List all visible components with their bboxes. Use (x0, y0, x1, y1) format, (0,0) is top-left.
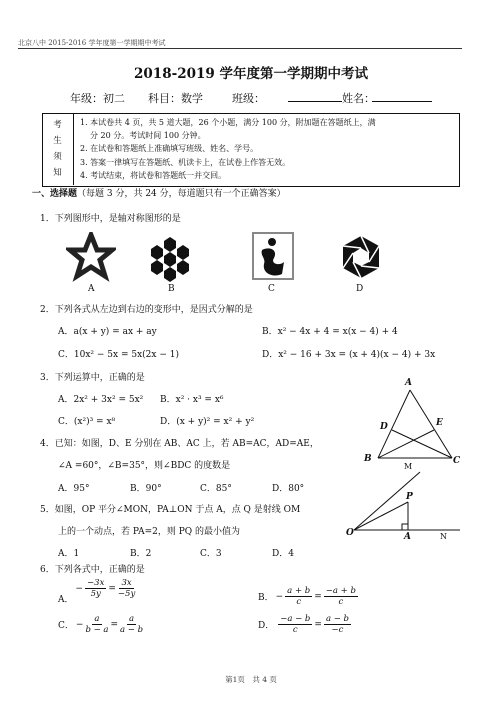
q2-stem: 2．下列各式从左边到右边的变形中，是因式分解的是 (40, 305, 253, 315)
class-label: 班级： (232, 92, 265, 105)
q5-fig-label-o: O (346, 528, 354, 538)
q4-option-b: B．90° (130, 484, 162, 494)
q1-label-d: D (356, 284, 364, 294)
q2-option-b: B．x² − 4x + 4 = x(x − 4) + 4 (262, 327, 398, 337)
notes-label-char: 生 (53, 136, 62, 146)
name-label: 姓名： (342, 92, 375, 105)
q5-fig-label-m: M (404, 462, 413, 471)
page-header: 北京八中 2015-2016 学年度第一学期期中考试 (18, 39, 166, 47)
q4-fig-label-e: E (436, 418, 443, 428)
q1-figure-a (66, 232, 116, 282)
q1-label-b: B (168, 284, 175, 294)
q5-option-a: A．1 (58, 549, 80, 559)
q4-option-a: A．95° (58, 484, 90, 494)
q6-option-d: D． $\frac{-a - b}{c}$ = $\frac{a - b}{-c}$ (258, 614, 349, 635)
notes-item: 3. 答案一律填写在答题纸、机读卡上，在试卷上作答无效。 (80, 157, 291, 167)
q5-fig-label-a: A (404, 532, 411, 542)
q4-line1: 4．已知：如图，D、E 分别在 AB、AC 上，若 AB=AC，AD=AE， (40, 439, 319, 449)
q2-option-a: A．a(x + y) = ax + ay (58, 327, 157, 337)
q6-stem: 6．下列各式中，正确的是 (40, 565, 145, 575)
subject-label: 科目：数学 (148, 92, 203, 105)
q5-fig-label-n: N (440, 532, 447, 541)
notes-item: 1. 本试卷共 4 页，共 5 道大题，26 个小题，满分 100 分，附加题在答题纸上，满 (80, 118, 376, 127)
q2-option-d: D．x² − 16 + 3x = (x + 4)(x − 4) + 3x (262, 350, 436, 360)
q3-option-b: B．x² · x³ = x⁶ (160, 395, 224, 405)
q3-option-a: A．2x² + 3x² = 5x² (58, 395, 144, 405)
notes-label-char: 须 (53, 152, 62, 162)
class-field[interactable] (288, 90, 342, 102)
q5-line1: 5．如图，OP 平分∠MON，PA⊥ON 于点 A，点 Q 是射线 OM (40, 505, 301, 515)
q1-label-c: C (268, 284, 275, 294)
q5-option-c: C．3 (200, 549, 222, 559)
q4-option-c: C．85° (200, 484, 232, 494)
name-field[interactable] (372, 90, 432, 102)
q1-figure-c (250, 230, 296, 282)
q3-stem: 3．下列运算中，正确的是 (40, 373, 145, 383)
q5-fig-label-p: P (406, 492, 413, 502)
q4-fig-label-c: C (453, 456, 461, 466)
notes-label-char: 知 (53, 168, 62, 178)
q1-figure-b (145, 232, 195, 282)
q3-option-d: D．(x + y)² = x² + y² (160, 417, 255, 427)
notes-label (42, 113, 74, 185)
q4-line2: ∠A =60°，∠B=35°，则∠BDC 的度数是 (58, 461, 231, 471)
notes-item: 4. 考试结束，将试卷和答题纸一并交回。 (80, 170, 227, 180)
notes-item: 2. 在试卷和答题纸上准确填写班级、姓名、学号。 (80, 144, 259, 154)
section-heading (32, 186, 286, 199)
q6-option-b: B． − $\frac{a + b}{c}$ = $\frac{-a + b}{c}$ (258, 586, 356, 607)
section-title: 一、选择题 (32, 189, 78, 199)
header-rule (18, 48, 462, 49)
q1-stem: 1．下列图形中，是轴对称图形的是 (40, 214, 181, 224)
q3-option-c: C．(x²)³ = x⁸ (58, 417, 116, 427)
section-note: （每题 3 分，共 24 分，每道题只有一个正确答案） (77, 189, 286, 199)
q4-fig-label-a: A (405, 378, 412, 388)
q1-figure-d (338, 234, 384, 280)
notes-label-char: 考 (53, 120, 62, 130)
page-footer: 第1页 共 4 页 (225, 675, 277, 684)
q4-fig-label-d: D (380, 422, 388, 432)
q4-fig-label-b: B (364, 454, 372, 464)
q2-option-c: C．10x² − 5x = 5x(2x − 1) (58, 350, 179, 360)
q5-option-b: B．2 (130, 549, 152, 559)
exam-title: 2018-2019 学年度第一学期期中考试 (134, 66, 368, 82)
q6-option-a: A． − $\frac{-3x}{5y}$ = $\frac{3x}{-5y}$ (58, 578, 136, 605)
notes-list (80, 116, 452, 182)
q4-option-d: D．80° (272, 484, 305, 494)
grade-label: 年级：初二 (70, 92, 125, 105)
q5-line2: 上的一个动点，若 PA=2，则 PQ 的最小值为 (58, 527, 241, 537)
q5-option-d: D．4 (272, 549, 294, 559)
q6-option-c: C． − $\frac{a}{b - a}$ = $\frac{a}{a - b}$ (58, 614, 144, 635)
notes-item: 分 20 分。考试时间 100 分钟。 (90, 131, 206, 141)
q1-label-a: A (88, 284, 95, 294)
